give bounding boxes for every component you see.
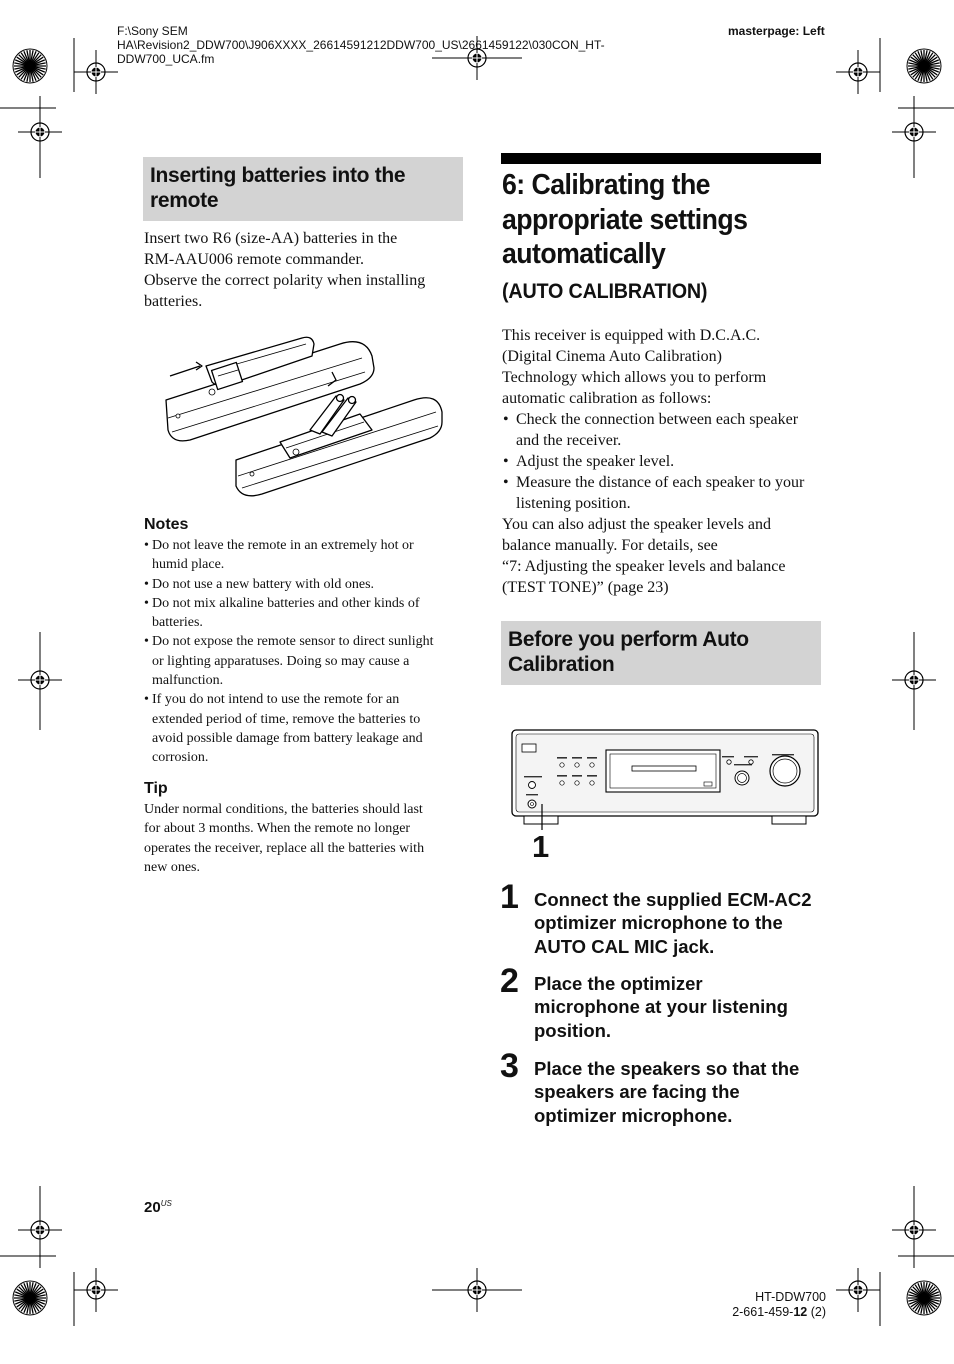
list-item bbox=[502, 451, 832, 472]
step-text bbox=[534, 888, 834, 958]
text-line: • Do not use a new battery with old ones. bbox=[152, 576, 375, 592]
title-rule bbox=[501, 153, 821, 164]
doc-id bbox=[700, 1290, 826, 1320]
calibration-intro bbox=[502, 325, 832, 598]
page-subtitle: (AUTO CALIBRATION) bbox=[502, 280, 708, 303]
text-line: Under normal conditions, the batteries should last bbox=[144, 802, 423, 817]
file-path-line: DDW700_UCA.fm bbox=[117, 52, 215, 66]
page-title bbox=[502, 168, 806, 272]
text-line: Observe the correct polarity when installing bbox=[144, 272, 426, 289]
page-number-suffix: US bbox=[160, 1199, 172, 1208]
heading-line: Calibration bbox=[508, 653, 615, 676]
text-line: speakers are facing the bbox=[534, 1081, 740, 1103]
text-line: malfunction. bbox=[152, 673, 224, 689]
doc-code bbox=[700, 1305, 826, 1320]
page-number bbox=[144, 1195, 172, 1217]
section-heading-before-calibration bbox=[501, 621, 821, 685]
receiver-front-panel-illustration bbox=[510, 726, 822, 830]
text-line: • Do not leave the remote in an extremely hot or bbox=[152, 538, 414, 553]
text-line: Place the speakers so that the bbox=[534, 1058, 800, 1079]
text-line: (TEST TONE)” (page 23) bbox=[502, 579, 669, 596]
text-line: “7: Adjusting the speaker levels and balance bbox=[502, 558, 786, 575]
figure-callout-number: 1 bbox=[532, 829, 550, 864]
text-line: balance manually. For details, see bbox=[502, 537, 718, 554]
text-line: RM-AAU006 remote commander. bbox=[144, 251, 364, 268]
masterpage-label: masterpage: Left bbox=[728, 24, 825, 38]
model-name: HT-DDW700 bbox=[755, 1290, 826, 1304]
text-line: AUTO CAL MIC jack. bbox=[534, 935, 715, 957]
list-item bbox=[144, 536, 466, 575]
step-number: 3 bbox=[500, 1047, 519, 1085]
text-line: optimizer microphone to the bbox=[534, 912, 783, 934]
tip-title: Tip bbox=[144, 780, 168, 797]
text-line: (Digital Cinema Auto Calibration) bbox=[502, 348, 722, 365]
text-line: automatic calibration as follows: bbox=[502, 390, 712, 407]
text-line: Place the optimizer bbox=[534, 973, 703, 994]
step-text bbox=[534, 1057, 834, 1127]
doc-code-suffix: (2) bbox=[807, 1305, 826, 1319]
section-heading-batteries: Inserting batteries into the remote bbox=[143, 157, 463, 221]
text-line: You can also adjust the speaker levels and bbox=[502, 516, 771, 533]
doc-code-bold: 12 bbox=[793, 1305, 808, 1319]
battery-intro bbox=[144, 228, 466, 312]
title-line: automatically bbox=[502, 238, 666, 270]
text-line: operates the receiver, replace all the batteries with bbox=[144, 840, 425, 856]
step-text bbox=[534, 972, 834, 1042]
list-item bbox=[502, 472, 832, 514]
file-path-line: F:\Sony SEM bbox=[117, 24, 188, 38]
text-line: optimizer microphone. bbox=[534, 1104, 733, 1126]
text-line: or lighting apparatuses. Doing so may cause a bbox=[152, 653, 410, 669]
title-line: 6: Calibrating the bbox=[502, 169, 710, 201]
doc-code-prefix: 2-661-459- bbox=[732, 1305, 794, 1319]
text-line: • Measure the distance of each speaker to your bbox=[516, 474, 805, 491]
text-line: Insert two R6 (size-AA) batteries in the bbox=[144, 230, 398, 247]
notes-title: Notes bbox=[144, 516, 189, 533]
text-line: listening position. bbox=[516, 495, 631, 512]
text-line: new ones. bbox=[144, 859, 200, 875]
text-line: This receiver is equipped with D.C.A.C. bbox=[502, 327, 761, 344]
title-line: appropriate settings bbox=[502, 203, 748, 236]
text-line: avoid possible damage from battery leakage and bbox=[152, 730, 423, 746]
text-line: and the receiver. bbox=[516, 432, 622, 449]
list-item bbox=[502, 409, 832, 451]
text-line: corrosion. bbox=[152, 750, 209, 766]
list-item bbox=[144, 575, 466, 594]
text-line: Technology which allows you to perform bbox=[502, 369, 767, 386]
text-line: humid place. bbox=[152, 557, 225, 573]
list-item bbox=[144, 594, 466, 633]
notes-list bbox=[144, 536, 466, 768]
text-line: Connect the supplied ECM-AC2 bbox=[534, 889, 812, 910]
list-item bbox=[144, 690, 466, 767]
text-line: for about 3 months. When the remote no longer bbox=[144, 821, 411, 837]
file-path-line: HA\Revision2_DDW700\J906XXXX_26614591212DDW700_US\2661459122\030CON_HT- bbox=[117, 38, 605, 52]
text-line: extended period of time, remove the batteries to bbox=[152, 711, 421, 727]
file-path bbox=[117, 24, 677, 66]
text-line: • Check the connection between each speaker bbox=[516, 411, 799, 428]
text-line: microphone at your listening bbox=[534, 996, 788, 1018]
step-number: 1 bbox=[500, 878, 519, 916]
calibration-bullets bbox=[502, 409, 832, 514]
text-line: • Adjust the speaker level. bbox=[516, 453, 675, 470]
text-line: • If you do not intend to use the remote for an bbox=[152, 692, 400, 708]
list-item bbox=[144, 632, 466, 690]
step-number: 2 bbox=[500, 962, 519, 1000]
page-number-value: 20 bbox=[144, 1199, 161, 1216]
text-line: position. bbox=[534, 1019, 612, 1041]
tip-text bbox=[144, 800, 466, 877]
text-line: batteries. bbox=[144, 293, 203, 310]
text-line: • Do not expose the remote sensor to direct sunlight bbox=[152, 634, 434, 650]
text-line: batteries. bbox=[152, 615, 203, 631]
remote-battery-illustration bbox=[160, 326, 450, 502]
text-line: • Do not mix alkaline batteries and other kinds of bbox=[152, 595, 420, 611]
heading-line: Before you perform Auto bbox=[508, 628, 749, 651]
